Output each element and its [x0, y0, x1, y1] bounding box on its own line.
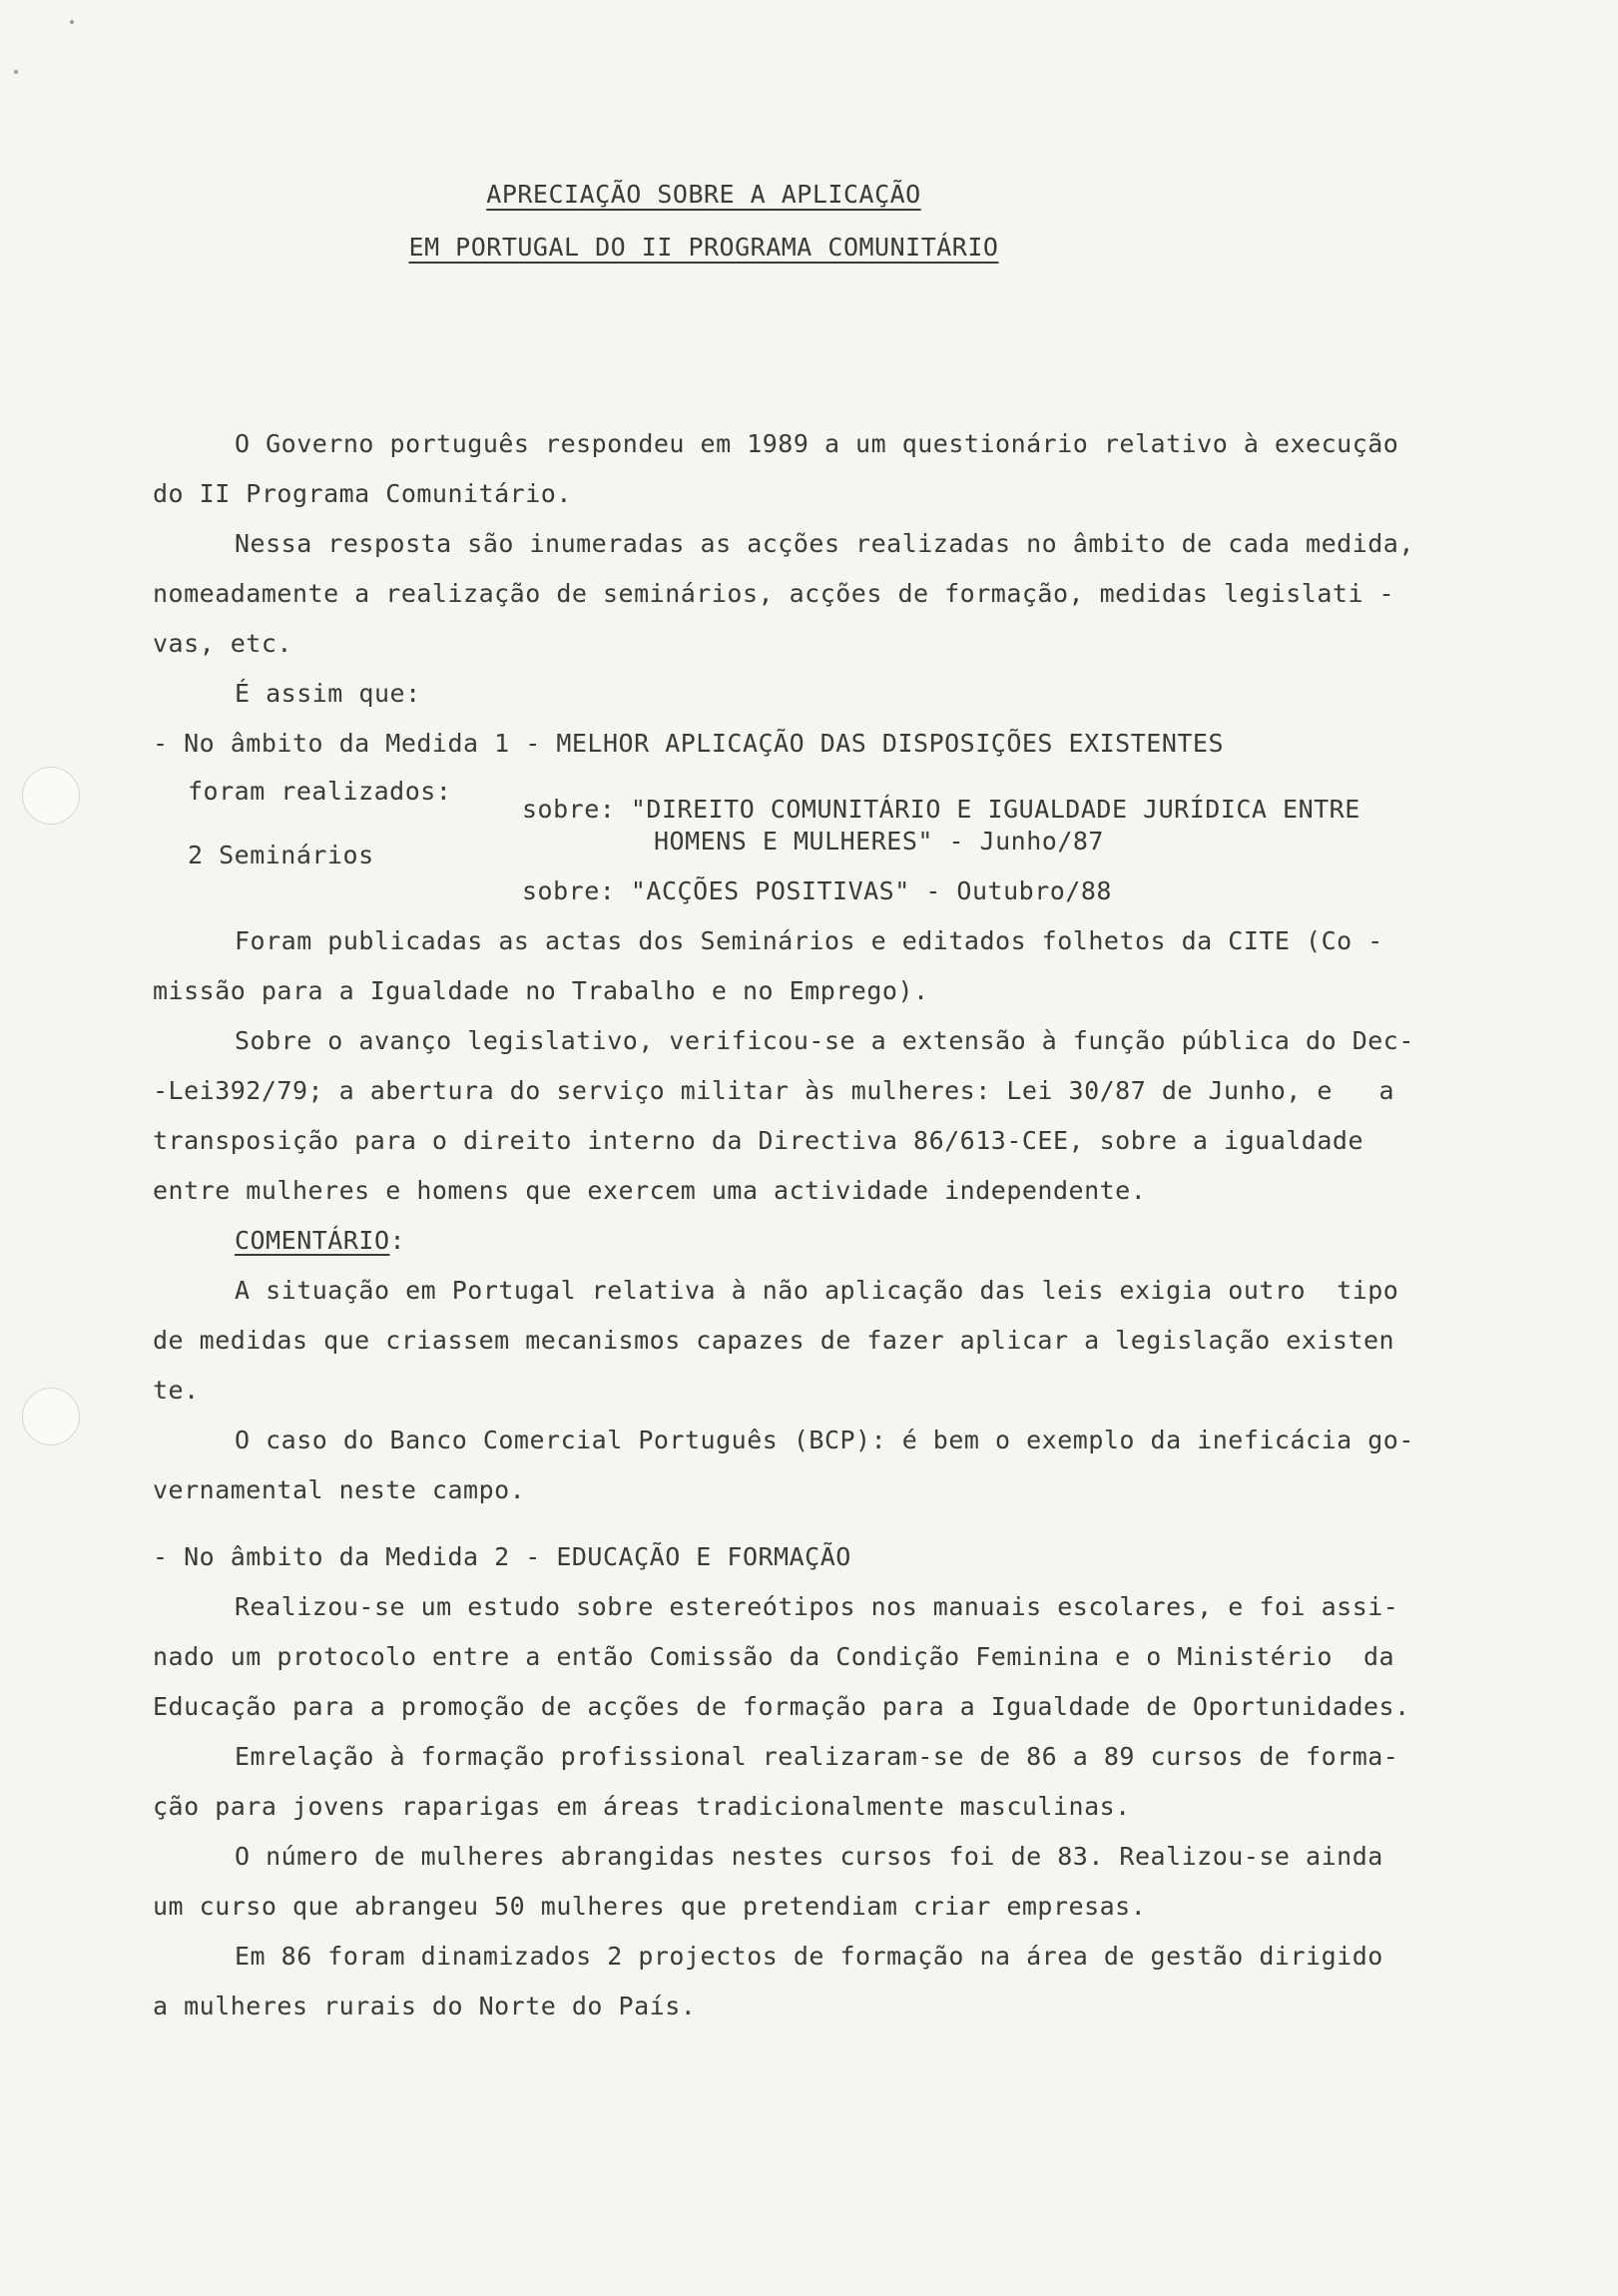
body-line: A situação em Portugal relativa à não aplicação das leis exigia outro tipo: [235, 1276, 1399, 1305]
body-line: missão para a Igualdade no Trabalho e no Emprego).: [153, 976, 929, 1005]
body-line: Nessa resposta são inumeradas as acções realizadas no âmbito de cada medida,: [235, 529, 1414, 558]
body-line: O número de mulheres abrangidas nestes cursos foi de 83. Realizou-se ainda: [235, 1842, 1383, 1871]
body-line: -Lei392/79; a abertura do serviço militar às mulheres: Lei 30/87 de Junho, e a: [153, 1076, 1395, 1105]
seminar-entry: sobre: "ACÇÕES POSITIVAS" - Outubro/88: [522, 876, 1112, 905]
page-speck: [70, 20, 74, 24]
section-heading-medida-1: - No âmbito da Medida 1 - MELHOR APLICAÇÃO DAS DISPOSIÇÕES EXISTENTES: [153, 729, 1225, 758]
document-title-line-2: EM PORTUGAL DO II PROGRAMA COMUNITÁRIO: [408, 233, 999, 262]
body-line: Educação para a promoção de acções de formação para a Igualdade de Oportunidades.: [153, 1692, 1410, 1721]
seminar-entry: sobre: "DIREITO COMUNITÁRIO E IGUALDADE JURÍDICA ENTRE: [522, 795, 1360, 824]
comment-heading-colon: :: [389, 1226, 406, 1255]
comment-heading: [235, 1226, 405, 1255]
seminar-entry: HOMENS E MULHERES" - Junho/87: [654, 827, 1104, 856]
body-line: a mulheres rurais do Norte do País.: [153, 1992, 697, 2020]
document-title-line-1: APRECIAÇÃO SOBRE A APLICAÇÃO: [486, 180, 921, 209]
body-line: Emrelação à formação profissional realizaram-se de 86 a 89 cursos de forma-: [235, 1742, 1399, 1771]
body-line: do II Programa Comunitário.: [153, 479, 572, 508]
punch-hole-bottom: [22, 1388, 80, 1445]
body-line: nomeadamente a realização de seminários, acções de formação, medidas legislati -: [153, 579, 1395, 608]
body-line: É assim que:: [235, 679, 421, 708]
body-line: Realizou-se um estudo sobre estereótipos nos manuais escolares, e foi assi-: [235, 1592, 1399, 1621]
body-line: Em 86 foram dinamizados 2 projectos de formação na área de gestão dirigido: [235, 1942, 1383, 1971]
section-heading-medida-2: - No âmbito da Medida 2 - EDUCAÇÃO E FORMAÇÃO: [153, 1542, 851, 1571]
body-line: te.: [153, 1376, 200, 1405]
comment-heading-label: COMENTÁRIO: [235, 1226, 390, 1255]
punch-hole-top: [22, 767, 80, 825]
body-line: O caso do Banco Comercial Português (BCP): é bem o exemplo da ineficácia go-: [235, 1426, 1414, 1454]
body-line: foram realizados:: [188, 777, 452, 806]
body-line: vernamental neste campo.: [153, 1475, 526, 1504]
body-line: entre mulheres e homens que exercem uma actividade independente.: [153, 1176, 1147, 1205]
body-line: nado um protocolo entre a então Comissão da Condição Feminina e o Ministério da: [153, 1642, 1395, 1671]
body-line: de medidas que criassem mecanismos capazes de fazer aplicar a legislação existen: [153, 1326, 1395, 1355]
body-line: vas, etc.: [153, 629, 292, 658]
body-line: 2 Seminários: [188, 841, 374, 869]
body-line: O Governo português respondeu em 1989 a um questionário relativo à execução: [235, 429, 1399, 458]
body-line: transposição para o direito interno da Directiva 86/613-CEE, sobre a igualdade: [153, 1126, 1363, 1155]
body-line: Foram publicadas as actas dos Seminários e editados folhetos da CITE (Co -: [235, 926, 1383, 955]
page-speck: [14, 70, 18, 74]
body-line: Sobre o avanço legislativo, verificou-se a extensão à função pública do Dec-: [235, 1026, 1414, 1055]
body-line: ção para jovens raparigas em áreas tradicionalmente masculinas.: [153, 1792, 1131, 1821]
body-line: um curso que abrangeu 50 mulheres que pretendiam criar empresas.: [153, 1892, 1147, 1921]
